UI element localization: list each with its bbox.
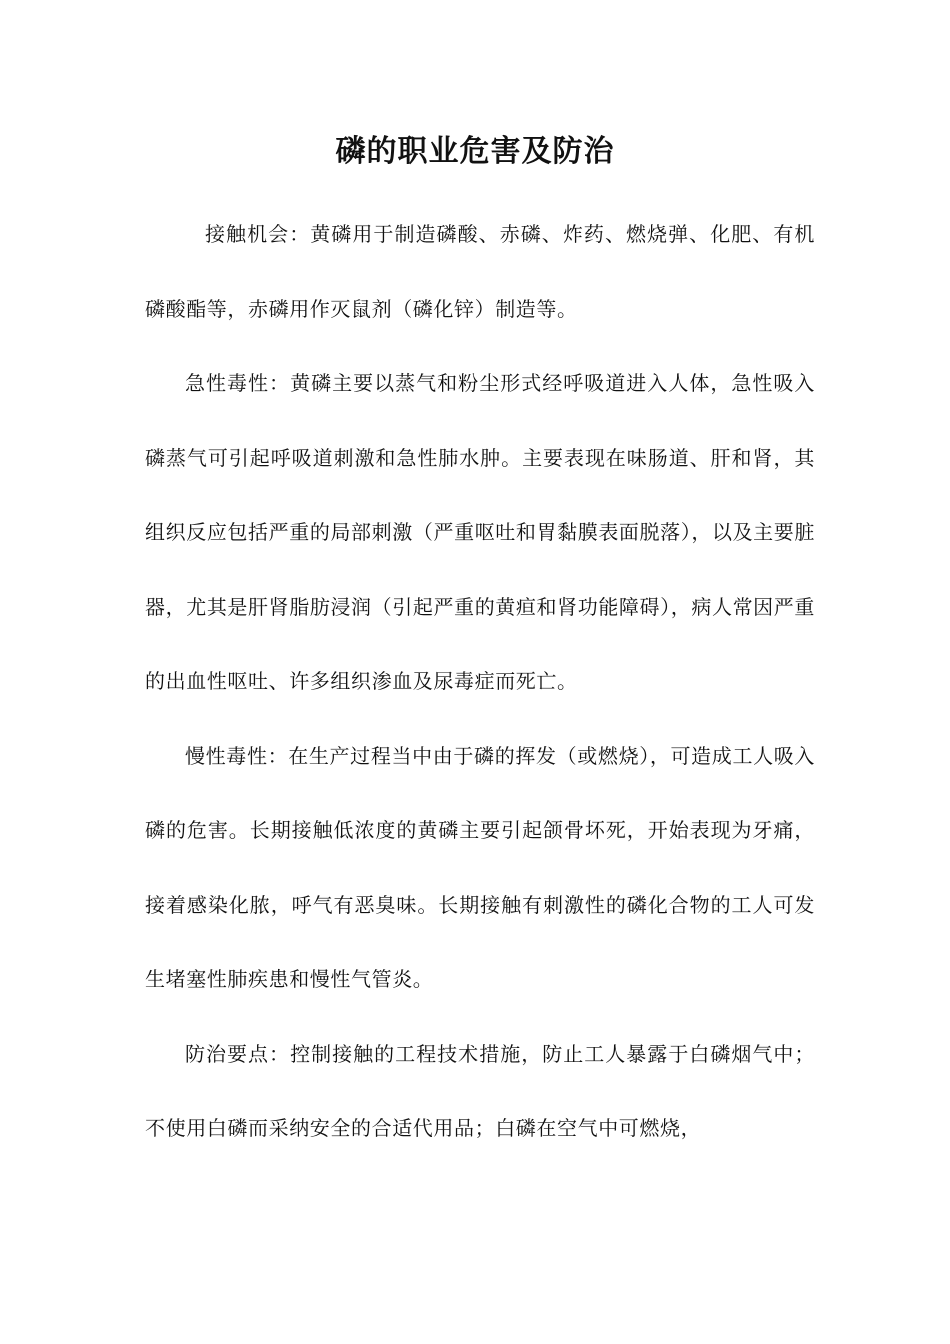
paragraph-chronic-toxicity: 慢性毒性：在生产过程当中由于磷的挥发（或燃烧），可造成工人吸入磷的危害。长期接触低浓度的黄磷主要引起颌骨坏死，开始表现为牙痛，接着感染化脓，呼气有恶臭味。长期接触有刺激性的磷化合物的工人可发生堵塞性肺疾患和慢性气管炎。	[145, 743, 815, 991]
document-body	[145, 197, 815, 1166]
paragraph-exposure: 接触机会：黄磷用于制造磷酸、赤磷、炸药、燃烧弹、化肥、有机磷酸酯等，赤磷用作灭鼠剂（磷化锌）制造等。	[145, 222, 815, 321]
document-title: 磷的职业危害及防治	[335, 134, 615, 169]
paragraph-acute-toxicity: 急性毒性：黄磷主要以蒸气和粉尘形式经呼吸道进入人体，急性吸入磷蒸气可引起呼吸道刺激和急性肺水肿。主要表现在味肠道、肝和肾，其组织反应包括严重的局部刺激（严重呕吐和胃黏膜表面脱落），以及主要脏器，尤其是肝肾脂肪浸润（引起严重的黄疸和肾功能障碍），病人常因严重的出血性呕吐、许多组织渗血及尿毒症而死亡。	[145, 371, 815, 693]
paragraph-prevention: 防治要点：控制接触的工程技术措施，防止工人暴露于白磷烟气中；不使用白磷而采纳安全的合适代用品；白磷在空气中可燃烧，	[145, 1041, 815, 1140]
